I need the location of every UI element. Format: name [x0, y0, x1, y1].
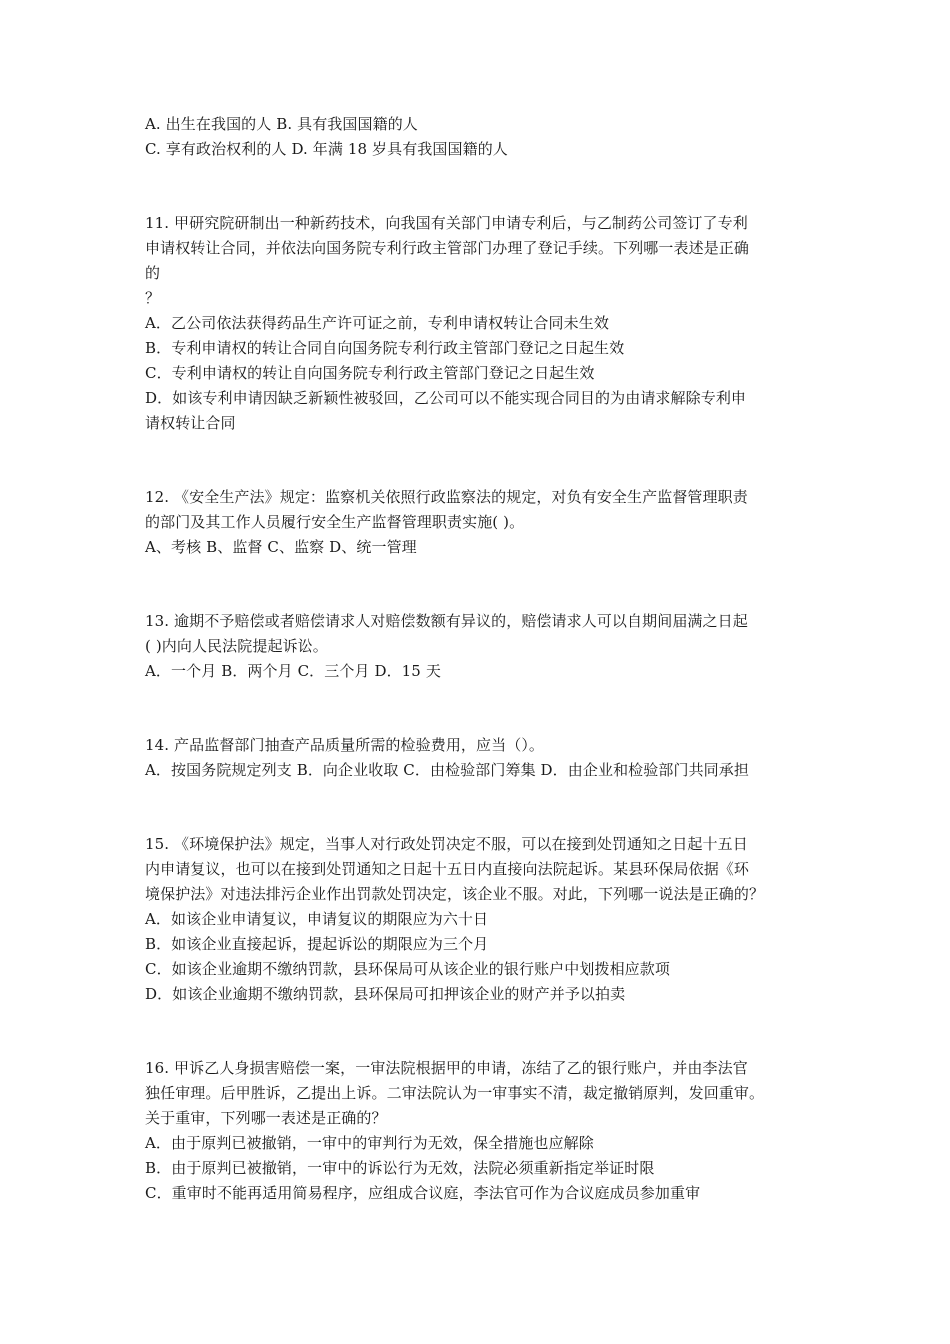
question-text: 申请权转让合同，并依法向国务院专利行政主管部门办理了登记手续。下列哪一表述是正确 [145, 239, 750, 257]
option-b: B．由于原判已被撤销，一审中的诉讼行为无效，法院必须重新指定举证时限 [145, 1159, 655, 1177]
option-line: A. 出生在我国的人 B. 具有我国国籍的人 [145, 115, 418, 133]
question-text: 境保护法》对违法排污企业作出罚款处罚决定，该企业不服。对此，下列哪一说法是正确的？ [145, 885, 765, 903]
question-text: 12. 《安全生产法》规定：监察机关依照行政监察法的规定，对负有安全生产监督管理职责 [145, 488, 748, 506]
question-text: 关于重审，下列哪一表述是正确的？ [145, 1109, 387, 1127]
question-text: 的部门及其工作人员履行安全生产监督管理职责实施( )。 [145, 513, 525, 531]
spacer [145, 560, 810, 609]
option-line: C. 享有政治权利的人 D. 年满 18 岁具有我国国籍的人 [145, 140, 508, 158]
spacer [145, 684, 810, 733]
question-16 [145, 1056, 810, 1206]
question-11 [145, 211, 810, 436]
option-c: C．如该企业逾期不缴纳罚款，县环保局可从该企业的银行账户中划拨相应款项 [145, 960, 670, 978]
question-text: 的 [145, 264, 161, 282]
question-text: 13. 逾期不予赔偿或者赔偿请求人对赔偿数额有异议的，赔偿请求人可以自期间届满之日起 [145, 612, 748, 630]
document-page [145, 112, 810, 1206]
spacer [145, 162, 810, 211]
question-text: 15. 《环境保护法》规定，当事人对行政处罚决定不服，可以在接到处罚通知之日起十五日 [145, 835, 748, 853]
spacer [145, 436, 810, 485]
question-text: ？ [145, 289, 161, 307]
question-text: 14. 产品监督部门抽查产品质量所需的检验费用，应当（）。 [145, 736, 545, 754]
question-text: 独任审理。后甲胜诉，乙提出上诉。二审法院认为一审事实不清，裁定撤销原判，发回重审。 [145, 1084, 765, 1102]
question-text: ( )内向人民法院提起诉讼。 [145, 637, 328, 655]
option-a: A．如该企业申请复议，申请复议的期限应为六十日 [145, 910, 489, 928]
options-line: A．按国务院规定列支 B．向企业收取 C．由检验部门筹集 D．由企业和检验部门共同承担 [145, 761, 749, 779]
question-text: 内申请复议，也可以在接到处罚通知之日起十五日内直接向法院起诉。某县环保局依据《环 [145, 860, 750, 878]
option-d: D．如该企业逾期不缴纳罚款，县环保局可扣押该企业的财产并予以拍卖 [145, 985, 626, 1003]
question-text: 16. 甲诉乙人身损害赔偿一案，一审法院根据甲的申请，冻结了乙的银行账户，并由李法官 [145, 1059, 748, 1077]
spacer [145, 1007, 810, 1056]
option-a: A．由于原判已被撤销，一审中的审判行为无效，保全措施也应解除 [145, 1134, 594, 1152]
options-line: A、考核 B、监督 C、监察 D、统一管理 [145, 538, 417, 556]
question-13 [145, 609, 810, 684]
spacer [145, 783, 810, 832]
question-14 [145, 733, 810, 783]
option-a: A．乙公司依法获得药品生产许可证之前，专利申请权转让合同未生效 [145, 314, 609, 332]
options-line: A．一个月 B．两个月 C．三个月 D．15 天 [145, 662, 441, 680]
option-c: C．重审时不能再适用简易程序，应组成合议庭，李法官可作为合议庭成员参加重审 [145, 1184, 701, 1202]
question-12 [145, 485, 810, 560]
question-text: 11. 甲研究院研制出一种新药技术，向我国有关部门申请专利后，与乙制药公司签订了专利 [145, 214, 748, 232]
option-c: C．专利申请权的转让自向国务院专利行政主管部门登记之日起生效 [145, 364, 595, 382]
question-15 [145, 832, 810, 1007]
option-b: B．专利申请权的转让合同自向国务院专利行政主管部门登记之日起生效 [145, 339, 625, 357]
question-10-options [145, 112, 810, 162]
option-d: D．如该专利申请因缺乏新颖性被驳回，乙公司可以不能实现合同目的为由请求解除专利申 [145, 389, 747, 407]
option-d: 请权转让合同 [145, 414, 236, 432]
option-b: B．如该企业直接起诉，提起诉讼的期限应为三个月 [145, 935, 489, 953]
